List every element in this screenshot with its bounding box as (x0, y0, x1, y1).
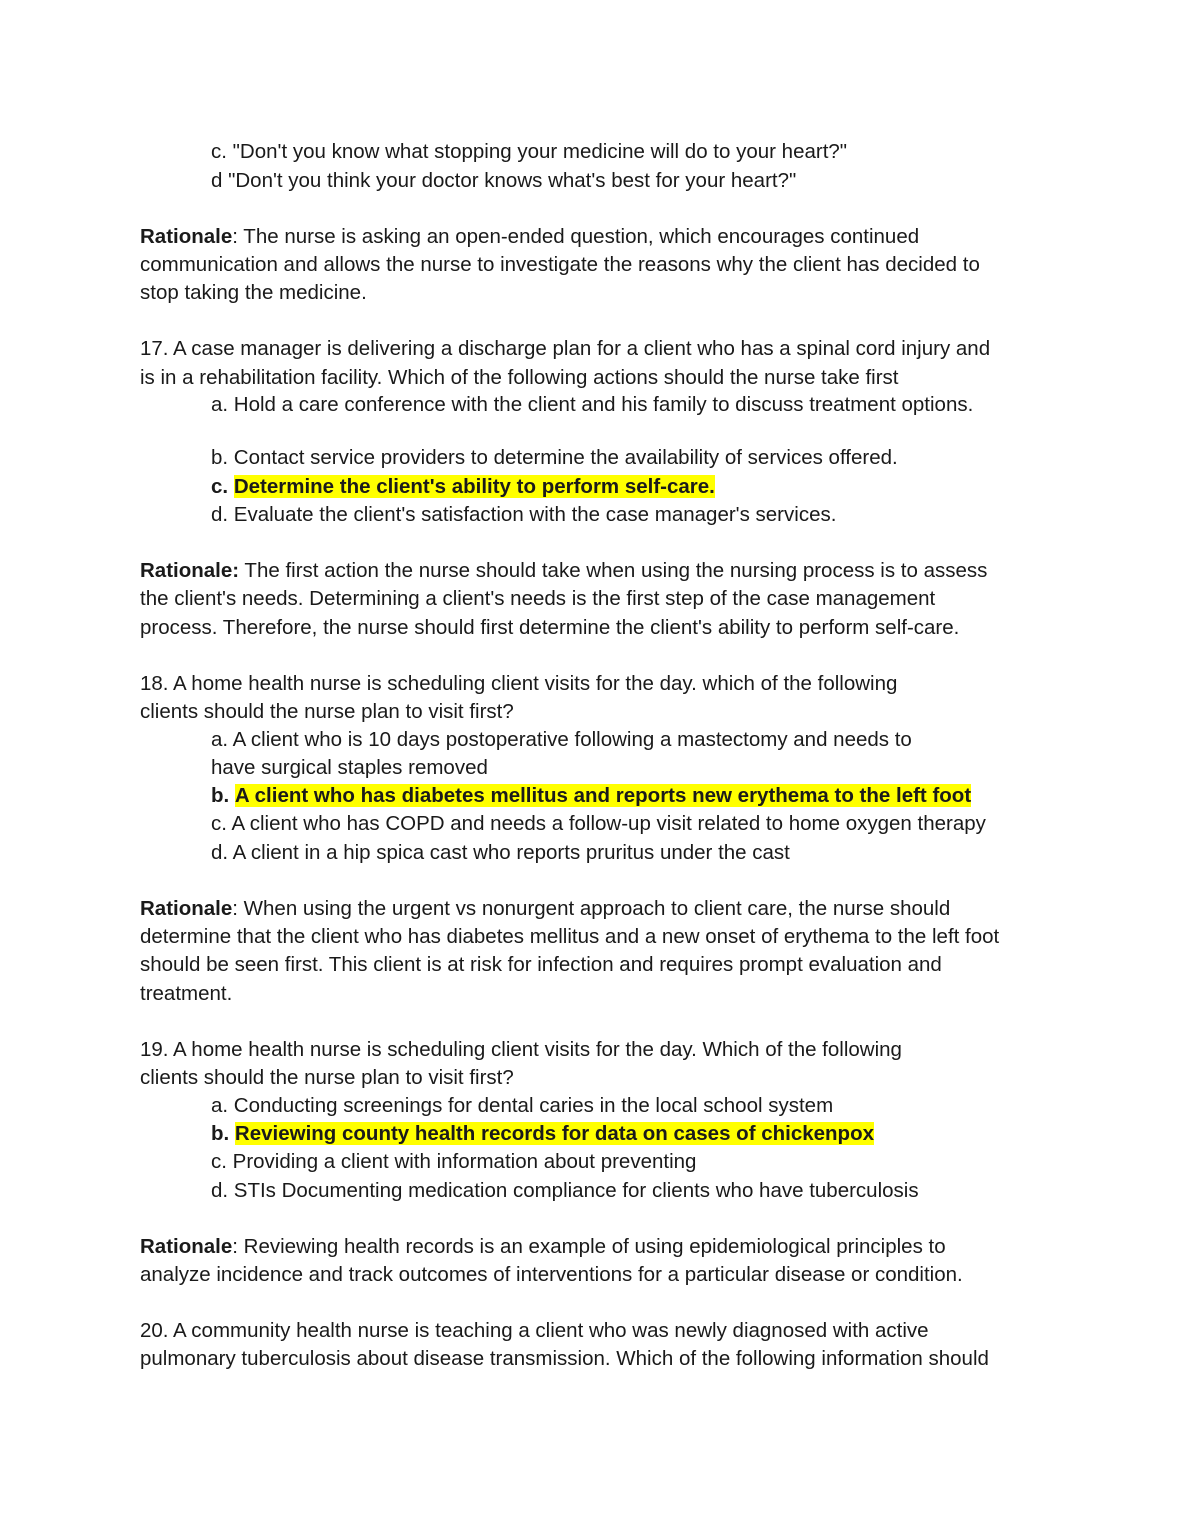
q16-option-d: d "Don't you think your doctor knows what's best for your heart?" (211, 169, 797, 192)
rationale-label: Rationale (140, 897, 233, 920)
q16-option-c: c. "Don't you know what stopping your medicine will do to your heart?" (211, 140, 848, 163)
q18-stem-line-2: clients should the nurse plan to visit first? (140, 700, 514, 723)
q19-option-c: c. Providing a client with information about preventing (211, 1150, 697, 1173)
q17-rationale-line-2: the client's needs. Determining a client's needs is the first step of the case management (140, 587, 936, 610)
q18-rationale-line-2: determine that the client who has diabetes mellitus and a new onset of erythema to the left foot (140, 925, 1000, 948)
rationale-text: : The nurse is asking an open-ended question, which encourages continued (232, 225, 920, 248)
option-letter: b. (211, 1122, 230, 1145)
q17-stem-line-1: 17. A case manager is delivering a discharge plan for a client who has a spinal cord injury and (140, 337, 991, 360)
rationale-label: Rationale (140, 225, 233, 248)
option-letter: c. (211, 475, 229, 498)
q19-option-d: d. STIs Documenting medication compliance for clients who have tuberculosis (211, 1179, 919, 1202)
q18-option-d: d. A client in a hip spica cast who reports pruritus under the cast (211, 841, 790, 864)
q19-option-b-correct (211, 1121, 874, 1147)
q20-stem-line-1: 20. A community health nurse is teaching a client who was newly diagnosed with active (140, 1319, 929, 1342)
rationale-label: Rationale (140, 1235, 233, 1258)
q16-rationale-line-3: stop taking the medicine. (140, 281, 367, 304)
q17-option-b: b. Contact service providers to determine the availability of services offered. (211, 446, 898, 469)
highlighted-answer: Reviewing county health records for data on cases of chickenpox (234, 1122, 875, 1145)
q18-option-a-line-1: a. A client who is 10 days postoperative following a mastectomy and needs to (211, 728, 912, 751)
q18-option-a-line-2: have surgical staples removed (211, 756, 488, 779)
rationale-text: The first action the nurse should take when using the nursing process is to assess (239, 559, 988, 582)
q18-rationale-line-1 (140, 896, 950, 922)
q17-stem-line-2: is in a rehabilitation facility. Which of the following actions should the nurse take first (140, 366, 899, 389)
q17-option-d: d. Evaluate the client's satisfaction with the case manager's services. (211, 503, 837, 526)
q18-option-b-correct (211, 783, 971, 809)
rationale-label: Rationale: (140, 559, 240, 582)
rationale-text: : Reviewing health records is an example of using epidemiological principles to (232, 1235, 946, 1258)
q18-stem-line-1: 18. A home health nurse is scheduling client visits for the day. which of the following (140, 672, 898, 695)
q16-rationale-line-1 (140, 224, 919, 250)
q18-rationale-line-3: should be seen first. This client is at risk for infection and requires prompt evaluation and (140, 953, 942, 976)
q18-rationale-line-4: treatment. (140, 982, 233, 1005)
q18-option-c: c. A client who has COPD and needs a follow-up visit related to home oxygen therapy (211, 812, 986, 835)
q16-rationale-line-2: communication and allows the nurse to investigate the reasons why the client has decided to (140, 253, 980, 276)
q17-rationale-line-1 (140, 558, 987, 584)
q19-rationale-line-1 (140, 1234, 946, 1260)
q19-stem-line-2: clients should the nurse plan to visit first? (140, 1066, 514, 1089)
q17-rationale-line-3: process. Therefore, the nurse should first determine the client's ability to perform self-care. (140, 616, 960, 639)
q17-option-a: a. Hold a care conference with the client and his family to discuss treatment options. (211, 393, 974, 416)
rationale-text: : When using the urgent vs nonurgent approach to client care, the nurse should (232, 897, 951, 920)
q17-option-c-correct (211, 474, 715, 500)
option-letter: b. (211, 784, 230, 807)
q19-option-a: a. Conducting screenings for dental caries in the local school system (211, 1094, 834, 1117)
highlighted-answer: A client who has diabetes mellitus and reports new erythema to the left foot (234, 784, 972, 807)
q19-stem-line-1: 19. A home health nurse is scheduling client visits for the day. Which of the following (140, 1038, 902, 1061)
highlighted-answer: Determine the client's ability to perform self-care. (233, 475, 715, 498)
q20-stem-line-2: pulmonary tuberculosis about disease transmission. Which of the following information should (140, 1347, 989, 1370)
q19-rationale-line-2: analyze incidence and track outcomes of interventions for a particular disease or condition. (140, 1263, 963, 1286)
